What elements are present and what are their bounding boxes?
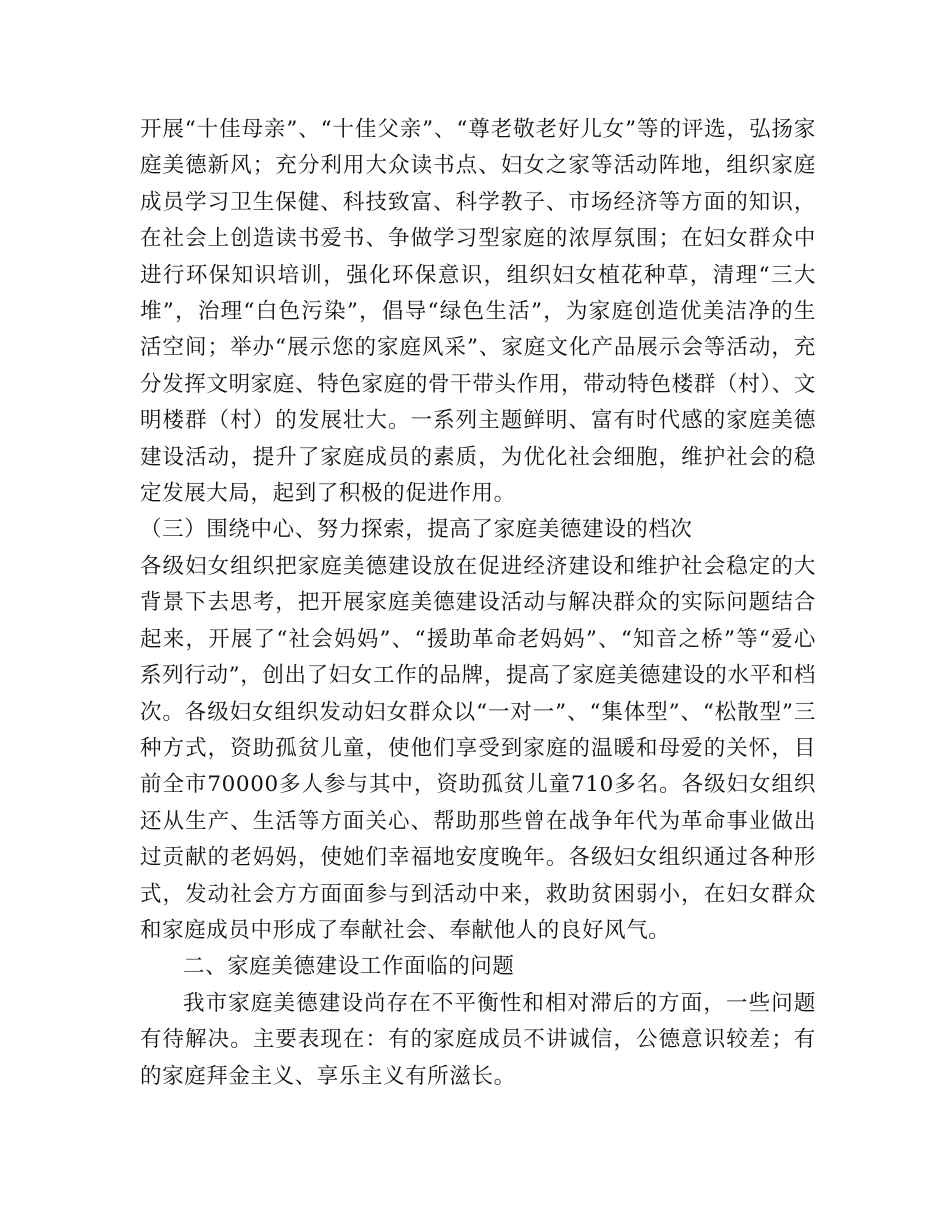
section-heading-3: （三）围绕中心、努力探索，提高了家庭美德建设的档次 [140,517,693,543]
paragraph-womens-organizations: 各级妇女组织把家庭美德建设放在促进经济建设和维护社会稳定的大背景下去思考，把开展家庭美德建设活动与解决群众的实际问题结合起来，开展了“社会妈妈”、“援助革命老妈妈”、“知音之桥”等“爱心系列行动”，创出了妇女工作的品牌，提高了家庭美德建设的水平和档次。各级妇女组织发动妇女群众以“一对一”、“集体型”、“松散型”三种方式，资助孤贫儿童，使他们享受到家庭的温暖和母爱的关怀，目前全市70000多人参与其中，资助孤贫儿童710多名。各级妇女组织还从生产、生活等方面关心、帮助那些曾在战争年代为革命事业做出过贡献的老妈妈，使她们幸福地安度晚年。各级妇女组织通过各种形式，发动社会方方面面参与到活动中来，救助贫困弱小，在妇女群众和家庭成员中形成了奉献社会、奉献他人的良好风气。 [140,553,816,943]
section-heading-2-problems: 二、家庭美德建设工作面临的问题 [183,954,515,980]
paragraph-problems: 我市家庭美德建设尚存在不平衡性和相对滞后的方面，一些问题有待解决。主要表现在：有的家庭成员不讲诚信，公德意识较差；有的家庭拜金主义、享乐主义有所滋长。 [140,990,816,1089]
paragraph-family-virtue-activities: 开展“十佳母亲”、“十佳父亲”、“尊老敬老好儿女”等的评选，弘扬家庭美德新风；充分利用大众读书点、妇女之家等活动阵地，组织家庭成员学习卫生保健、科技致富、科学教子、市场经济等方面的知识，在社会上创造读书爱书、争做学习型家庭的浓厚氛围；在妇女群众中进行环保知识培训，强化环保意识，组织妇女植花种草，清理“三大堆”，治理“白色污染”，倡导“绿色生活”，为家庭创造优美洁净的生活空间；举办“展示您的家庭风采”、家庭文化产品展示会等活动，充分发挥文明家庭、特色家庭的骨干带头作用，带动特色楼群（村）、文明楼群（村）的发展壮大。一系列主题鲜明、富有时代感的家庭美德建设活动，提升了家庭成员的素质，为优化社会细胞，维护社会的稳定发展大局，起到了积极的促进作用。 [140,117,816,507]
document-body [140,112,816,1095]
